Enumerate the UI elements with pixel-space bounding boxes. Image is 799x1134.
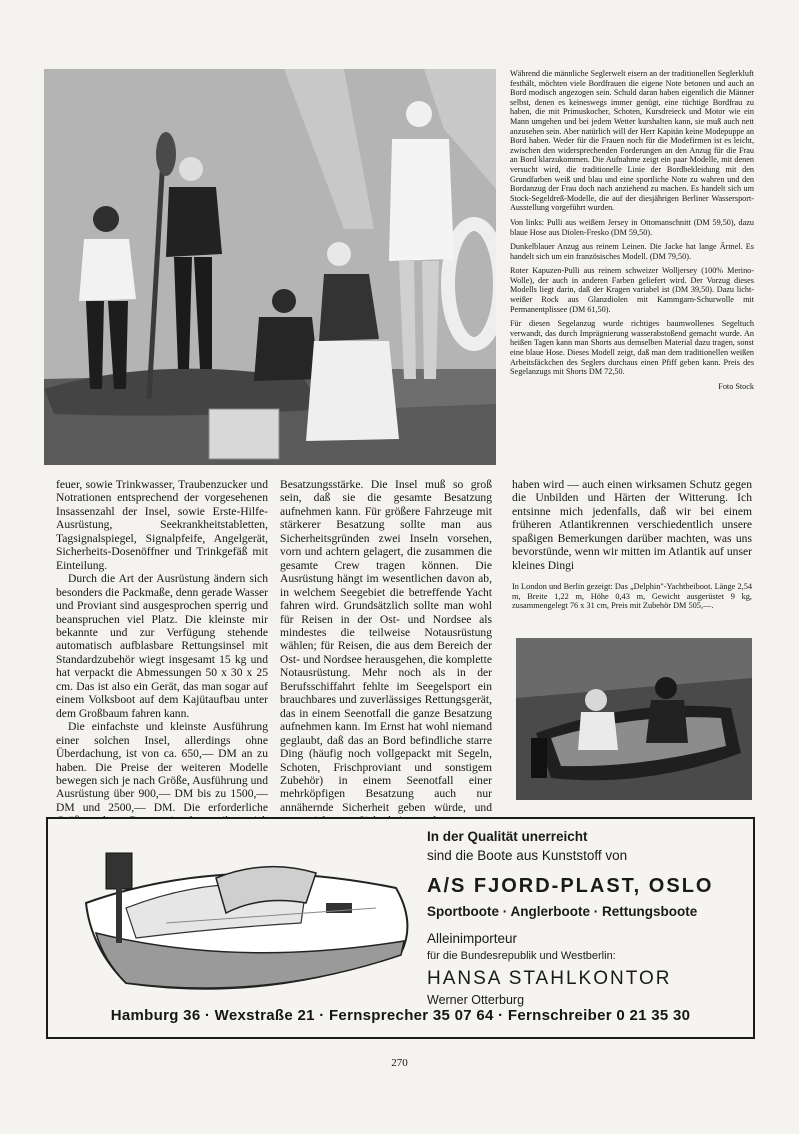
dingi-photo bbox=[516, 638, 752, 800]
ad-brand: A/S FJORD-PLAST, OSLO bbox=[427, 875, 714, 897]
ad-products: Sportboote · Anglerboote · Rettungsboote bbox=[427, 904, 698, 919]
fjord-plast-advertisement bbox=[46, 817, 755, 1039]
speedboat-illustration bbox=[66, 833, 426, 1003]
caption-model-4: Für diesen Segelanzug wurde richtiges baumwollenes Segeltuch verwandt, das durch Imprägnierung wasserabstoßend gemacht wurde. An heißen Tagen kann man Shorts aus demselben Material dazu tragen, sonst eine blaue Hose. Dieses Modell zeigt, daß man dem traditionellen weißen Arbeitsfäckchen des Seglers durchaus einen Pfiff geben kann. Preis des Segelanzugs mit Shorts DM 72,50. bbox=[510, 319, 754, 377]
ad-importer-name: HANSA STAHLKONTOR bbox=[427, 968, 672, 989]
caption-model-2: Dunkelblauer Anzug aus reinem Leinen. Die Jacke hat lange Ärmel. Es handelt sich um ein französisches Modell. (DM 79,50). bbox=[510, 242, 754, 261]
photo-credit: Foto Stock bbox=[718, 381, 754, 391]
caption-model-3: Roter Kapuzen-Pulli aus reinem schweizer Wolljersey (100% Merino-Wolle), der auch in anderen Farben geliefert wird. Der Vorzug dieses Modells liegt darin, daß der Kragen variabel ist (DM 39,50). Dazu licht-weißer Rock aus Glanzdiolen mit Kammgarn-Schurwolle mit Permanentplissee (DM 61,50). bbox=[510, 266, 754, 314]
ad-importer-region: für die Bundesrepublik und Westberlin: bbox=[427, 950, 616, 962]
ad-text-block bbox=[427, 829, 727, 1007]
paragraph: Besatzungsstärke. Die Insel muß so groß sein, daß sie die gesamte Besatzung aufnehmen kann. Für größere Fahrzeuge mit stärkerer Besatzung sollte man aus Sicherheitsgründen zwei Inseln vorsehen, vorn und achtern gelagert, die zusammen die gesamte Crew tragen können. Die Ausrüstung hängt im wesentlichen davon ab, in welchem Seegebiet die betreffende Yacht fahren wird. Grundsätzlich sollte man wohl für Reisen in der Ost- und Nordsee als mindestes die teilweise Notausrüstung wählen; für Reisen, die aus dem Bereich der Ost- und Nordsee herausgehen, die komplette Notausrüstung. Mehr noch als in der Berufsschiffahrt fehlte im Seegelsport ein brauchbares und zuverlässiges Rettungsgerät, das in einem Seenotfall die ganze Besatzung aufnehmen kann. Im Ernst hat wohl niemand geglaubt, daß das an Bord befindliche starre Ding (häufig noch vollgepackt mit Segeln, Schoten, Frischproviant und sonstigem Zubehör) in einem Seenotfall einer mehrköpfigen Besatzung auch nur annähernde Sicherheit geben würde, und bbox=[280, 478, 492, 814]
caption-intro: Während die männliche Seglerwelt eisern an der traditionellen Seglerkluft festhält, möchten viele Bordfrauen die eigene Note betonen und auch an Bord modisch angezogen sein. Schuld daran haben eigentlich die Männer selbst, denen es keineswegs immer genügt, eine tüchtige Bordfrau zu haben, die mit Primuskocher, Schoten, Kursdreieck und Motor wie ein Mann umgehen und bei jedem Wetter kurshalten kann, sie muß auch nett anzusehen sein. Aber natürlich will der Herr Kapitän keine Modepuppe an Bord haben. Weder für die Frauen noch für die Modefirmen ist es leicht, zwischen den widersprechenden Forderungen an den Anzug für die Frau an Bord klarzukommen. Die Aufnahme zeigt ein paar Modelle, mit denen versucht wird, die traditionelle Linie der Bordbekleidung mit den Grundfarben weiß und blau und eine sportliche Note zu wahren und den Bordanzug der Frau doch nach anziehend zu machen. Es handelt sich um Stock-Segeldreß-Modelle, die auf der diesjährigen Berliner Wassersport-Ausstellung vorgeführt wurden. bbox=[510, 69, 754, 213]
photo-caption-sidebar bbox=[510, 69, 754, 396]
paragraph: haben wird — auch einen wirksamen Schutz gegen die Unbilden und Härten der Witterung. Ich entsinne mich jedenfalls, daß wir bei einem früheren Atlantikrennen verschiedentlich unsere spaßigen Bemerkungen darüber machten, was uns bevorstünde, wenn wir mitten im Atlantik auf unser kleines Dingi bbox=[512, 478, 752, 572]
text-column-1 bbox=[56, 478, 268, 841]
fashion-photo bbox=[44, 69, 496, 465]
page-number: 270 bbox=[391, 1057, 408, 1069]
ad-importer-title: Alleinimporteur bbox=[427, 931, 518, 946]
ad-address-line: Hamburg 36 · Wexstraße 21 · Fernsprecher 35 07 64 · Fernschreiber 0 21 35 30 bbox=[110, 1007, 691, 1024]
paragraph: feuer, sowie Trinkwasser, Traubenzucker und Notrationen entsprechend der vorgesehenen Insassenzahl der Insel, sowie Erste-Hilfe-Ausrüstung, Seekrankheitstabletten, Tagsignalspiegel, Signalpfeife, Angelgerät, Sicherheits-Dosenöffner und Trinkgefäß mit Einteilung. bbox=[56, 478, 268, 572]
text-column-3 bbox=[512, 478, 752, 572]
paragraph: Durch die Art der Ausrüstung ändern sich besonders die Packmaße, denn gerade Wasser und Proviant sind ausgesprochen sperrig und beanspruchen viel Platz. Die kleinste mir bekannte und zur Verfügung stehende automatisch aufblasbare Rettungsinsel mit Standardzubehör wiegt insgesamt 15 kg und hat verpackt die Abmessungen 50 x 30 x 25 cm. Das ist also ein Gerät, das man sogar auf einem Volksboot auf dem Kajütaufbau unter dem Großbaum fahren kann. bbox=[56, 572, 268, 720]
ad-importer-person: Werner Otterburg bbox=[427, 993, 525, 1007]
caption-model-1: Von links: Pulli aus weißem Jersey in Ottomanschnitt (DM 59,50), dazu blaue Hose aus Diolen-Fresko (DM 59,50). bbox=[510, 217, 754, 237]
ad-tagline: sind die Boote aus Kunststoff von bbox=[427, 848, 628, 863]
paragraph: Die einfachste und kleinste Ausführung einer solchen Insel, allerdings ohne Überdachung, ist von ca. 650,— DM an zu haben. Die Preise der weiteren Modelle bewegen sich je nach Größe, Ausführung und Ausrüstung über 900,— DM bis zu 1500,— DM und 2500,— DM. Die erforderliche bbox=[56, 720, 268, 814]
ad-tagline-bold: In der Qualität unerreicht bbox=[427, 829, 588, 844]
text-column-2 bbox=[280, 478, 492, 841]
dingi-caption: In London und Berlin gezeigt: Das „Delphin"-Yachtbeiboot. Länge 2,54 m, Breite 1,22 m, Höhe 0,43 m, Gewicht ausgerüstet 9 kg, zusammengelegt 76 x 31 cm, Preis mit Zubehör DM 505,—. bbox=[512, 582, 752, 611]
